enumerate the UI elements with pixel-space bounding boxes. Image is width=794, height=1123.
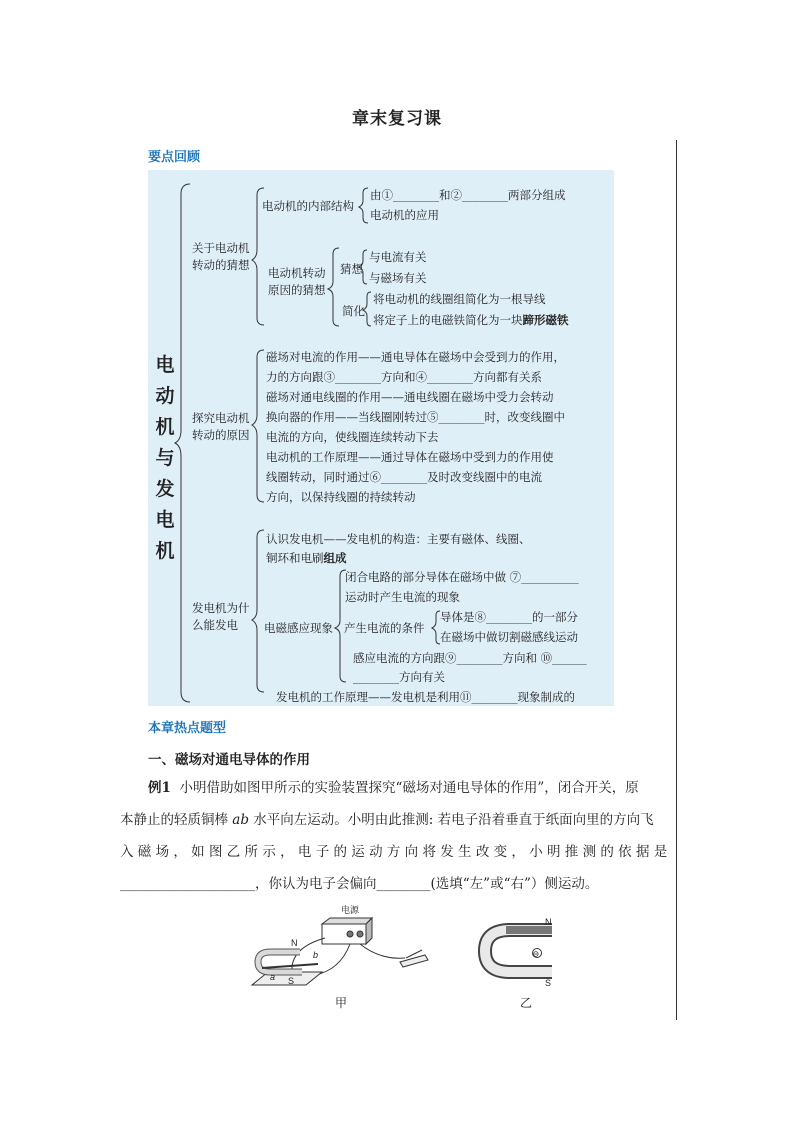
section-hot-topics: 本章热点题型 xyxy=(148,721,227,736)
node-text: 导体是⑧________的一部分 xyxy=(440,610,578,624)
example-text: 小明借助如图甲所示的实验装置探究“磁场对通电导体的作用”，闭合开关，原 xyxy=(179,780,639,796)
example-line: 入 磁 场 ， 如 图 乙 所 示 ， 电 子 的 运 动 方 向 将 发 生 改 变 ， 小 明 推 测 的 依 据 是 xyxy=(120,844,668,860)
page-title: 章末复习课 xyxy=(352,109,442,129)
node-text: 闭合电路的部分导体在磁场中做 ⑦__________ xyxy=(345,570,579,584)
label-a: a xyxy=(270,972,276,982)
node-text: 电动机的应用 xyxy=(370,208,439,222)
label-power: 电源 xyxy=(341,905,360,915)
node-label: 电动机转动 xyxy=(268,266,326,280)
caption-yi: 乙 xyxy=(520,996,533,1010)
section-key-points: 要点回顾 xyxy=(148,150,201,165)
example-text: 水平向左运动。小明由此推测: 若电子沿着垂直于纸面向里的方向飞 xyxy=(249,812,654,828)
node-text-part: 铜环和电刷 xyxy=(266,551,324,565)
node-label: 猜想 xyxy=(340,262,363,276)
node-label: 原因的猜想 xyxy=(268,283,326,297)
node-text: 将电动机的线圈组简化为一根导线 xyxy=(373,292,546,306)
topic-heading: 一、磁场对通电导体的作用 xyxy=(148,752,310,768)
branch-label: 关于电动机 xyxy=(192,241,250,255)
root-char: 机 xyxy=(155,416,175,438)
example-text: 本静止的轻质铜棒 xyxy=(120,812,233,828)
node-text: 磁场对通电线圈的作用——通电线圈在磁场中受力会转动 xyxy=(266,390,554,404)
node-text: 换向器的作用——当线圈刚转过⑤________时，改变线圈中 xyxy=(266,410,565,424)
node-text: 与电流有关 xyxy=(369,250,427,264)
node-text: 电动机的工作原理——通过导体在磁场中受到力的作用使 xyxy=(266,450,554,464)
label-s1: S xyxy=(288,976,295,986)
example-line: ____________________，你认为电子会偏向________(选填“左”或“右”）侧运动。 xyxy=(120,876,599,892)
electron-symbol: ⊖ xyxy=(532,949,540,959)
node-text-bold: 组成 xyxy=(323,551,347,565)
caption-jia: 甲 xyxy=(335,996,348,1010)
label-n1: N xyxy=(291,938,298,948)
example-var: ab xyxy=(232,812,249,828)
node-text: 线圈转动，同时通过⑥________及时改变线圈中的电流 xyxy=(266,470,542,484)
node-text: 方向，以保持线圈的持续转动 xyxy=(266,490,416,504)
example-label: 例1 xyxy=(148,780,171,796)
node-text: 运动时产生电流的现象 xyxy=(345,590,460,604)
node-text: 发电机的工作原理——发电机是利用⑪________现象制成的 xyxy=(276,690,575,704)
node-text: 电流的方向，使线圈连续转动下去 xyxy=(266,430,439,444)
branch-label: 发电机为什 xyxy=(192,601,250,615)
branch-label: 么能发电 xyxy=(192,618,238,632)
node-text-part: 将定子上的电磁铁简化为一块 xyxy=(373,313,523,327)
node-text: ________方向有关 xyxy=(353,670,445,684)
node-text: 认识发电机——发电机的构造：主要有磁体、线圈、 xyxy=(266,532,531,546)
root-char: 动 xyxy=(155,385,175,407)
node-text: 磁场对电流的作用——通电导体在磁场中会受到力的作用， xyxy=(266,350,565,364)
root-char: 与 xyxy=(155,447,175,469)
label-b: b xyxy=(313,950,319,960)
branch-label: 转动的原因 xyxy=(192,428,250,442)
node-label: 电动机的内部结构 xyxy=(262,199,354,213)
node-text: 感应电流的方向跟⑨________方向和 ⑩______ xyxy=(353,651,587,665)
node-label: 电磁感应现象 xyxy=(264,621,333,635)
label-n2: N xyxy=(545,917,552,927)
node-label: 简化 xyxy=(342,304,365,318)
node-text-bold: 蹄形磁铁 xyxy=(522,313,569,327)
node-text: 由①________和②________两部分组成 xyxy=(370,188,566,202)
branch-label: 转动的猜想 xyxy=(192,258,250,272)
node-text: 与磁场有关 xyxy=(369,271,427,285)
node-text: 在磁场中做切割磁感线运动 xyxy=(440,630,578,644)
root-char: 机 xyxy=(155,540,175,562)
node-text: 力的方向跟③________方向和④________方向都有关系 xyxy=(266,370,542,384)
branch-label: 探究电动机 xyxy=(192,411,250,425)
root-char: 电 xyxy=(155,354,175,376)
root-char: 电 xyxy=(155,509,175,531)
label-s2: S xyxy=(545,978,552,988)
root-char: 发 xyxy=(155,478,175,500)
node-label: 产生电流的条件 xyxy=(344,621,425,635)
